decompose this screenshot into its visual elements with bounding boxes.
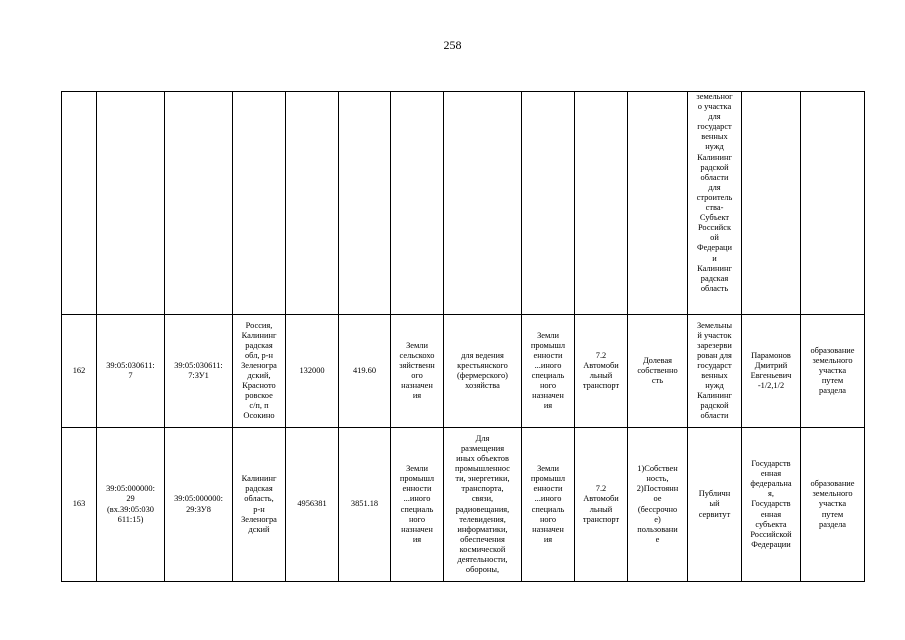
cell-line: раздела xyxy=(819,519,846,529)
cell-line: Евгеньевич xyxy=(750,371,792,380)
cell-line: образование xyxy=(810,345,855,355)
cell-line: й участок xyxy=(697,330,732,340)
cell-line: Калининг xyxy=(241,330,277,340)
cell-line: е xyxy=(655,534,660,544)
cell-line: Калининг xyxy=(697,263,732,273)
cell-line: ного xyxy=(539,514,557,524)
cell-line: нужд xyxy=(705,142,724,152)
cell-line: Россия, xyxy=(245,320,273,330)
owner-cell xyxy=(742,92,801,315)
cell-line: путем xyxy=(821,509,844,519)
encumbrance-cell xyxy=(688,428,742,582)
right-type-cell xyxy=(628,315,688,428)
cell-line: обеспечения xyxy=(460,534,505,544)
land-category-cell xyxy=(391,92,444,315)
cell-line: участка xyxy=(818,499,847,509)
cell-line: земельног xyxy=(696,92,733,101)
cell-line: 2)Постоянн xyxy=(636,484,679,494)
cell-line: образование xyxy=(810,479,855,489)
cell-line: 39:05:000000: xyxy=(106,484,155,494)
cell-line: Парамонов xyxy=(751,350,791,360)
cell-line: специаль xyxy=(531,371,565,380)
cell-line: Земельны xyxy=(696,320,733,330)
cell-line: ое xyxy=(653,494,662,504)
target-use-cell xyxy=(575,92,628,315)
encumbrance-cell xyxy=(688,92,742,315)
new-cadastral-number-cell xyxy=(165,315,233,428)
cell-line: 7 xyxy=(128,371,133,380)
target-category-cell xyxy=(522,428,575,582)
cell-line: обороны, xyxy=(465,565,500,575)
cell-line: Государств xyxy=(751,459,791,469)
cell-line: Зеленогра xyxy=(241,360,277,370)
cell-line: транспорта, xyxy=(461,484,504,494)
row-number-cell xyxy=(62,92,97,315)
cell-line: строитель xyxy=(696,192,733,202)
area-affected-cell: 419.60 xyxy=(339,315,391,428)
target-category-cell xyxy=(522,315,575,428)
cell-line: е) xyxy=(654,514,661,524)
purpose-cell xyxy=(801,428,865,582)
cell-line: промышл xyxy=(530,340,566,350)
cell-line: Государств xyxy=(751,499,791,509)
cell-line: Федерации xyxy=(751,539,791,549)
cell-line: назначен xyxy=(532,524,564,534)
cell-line: 1)Собствен xyxy=(637,464,678,474)
cell-line: для xyxy=(708,182,721,192)
cell-line: сть xyxy=(651,376,664,386)
cell-line: связи, xyxy=(471,494,494,504)
right-type-cell xyxy=(628,92,688,315)
cell-line: Зеленогра xyxy=(241,514,277,524)
cell-line: Автомоби xyxy=(583,494,619,504)
cell-line: федеральна xyxy=(750,479,792,489)
cell-line: енности xyxy=(533,350,563,360)
new-cadastral-number-cell xyxy=(165,92,233,315)
cell-line: Земли xyxy=(537,330,559,340)
cell-line: ровское xyxy=(245,391,273,401)
cell-line: ия xyxy=(543,401,553,411)
cell-line: 7.2 xyxy=(595,484,607,494)
encumbrance-cell xyxy=(688,315,742,428)
cadastral-number-cell xyxy=(97,315,165,428)
cell-line: енности xyxy=(533,484,563,494)
cell-line: нужд xyxy=(705,381,724,391)
cell-line: радской xyxy=(700,401,729,411)
target-use-cell xyxy=(575,315,628,428)
table-row xyxy=(62,428,865,582)
cell-line: радская xyxy=(245,484,273,494)
cell-line: венных xyxy=(701,132,728,142)
cell-line: области xyxy=(700,411,729,421)
cell-line: радская xyxy=(245,340,273,350)
cell-line: и xyxy=(712,253,717,263)
cell-line: государст xyxy=(697,122,732,132)
cell-line: область, xyxy=(244,494,274,504)
cell-line: специаль xyxy=(531,504,565,514)
right-type-cell xyxy=(628,428,688,582)
cell-line: назначен xyxy=(401,524,433,534)
area-cell: 4956381 xyxy=(286,428,339,582)
address-cell xyxy=(233,428,286,582)
cell-line: область xyxy=(700,283,729,293)
area-affected-cell xyxy=(339,92,391,315)
cell-line: космической xyxy=(459,544,506,554)
purpose-cell xyxy=(801,315,865,428)
cell-line: промышл xyxy=(530,474,566,484)
owner-cell xyxy=(742,428,801,582)
cell-line: обл, р-н xyxy=(244,350,274,360)
cell-line: ого xyxy=(411,371,423,380)
cell-line: крестьянского xyxy=(457,360,508,370)
cell-line: ства- xyxy=(705,203,724,213)
cell-line: телевидения, xyxy=(459,514,506,524)
cell-line: Калининг xyxy=(241,474,277,484)
cell-line: для ведения xyxy=(461,350,504,360)
cell-line: назначен xyxy=(401,381,433,391)
row-number-cell: 162 xyxy=(62,315,97,428)
cell-line: Красното xyxy=(242,381,276,391)
cell-line: информатики, xyxy=(457,524,508,534)
cell-line: ...иного xyxy=(534,360,562,370)
cell-line: (бессрочно xyxy=(637,504,678,514)
cell-line: пользовани xyxy=(637,524,678,534)
cell-line: иных объектов xyxy=(456,454,509,464)
cell-line: радиовещания, xyxy=(455,504,510,514)
cell-line: ного xyxy=(408,514,426,524)
cell-line: ый xyxy=(709,499,720,509)
cell-line: венных xyxy=(701,371,728,380)
cell-line: промышл xyxy=(399,474,435,484)
land-category-cell xyxy=(391,428,444,582)
table-row xyxy=(62,315,865,428)
cell-line: Калининг xyxy=(697,391,732,401)
cell-line: зяйственн xyxy=(399,360,435,370)
cell-line: транспорт xyxy=(582,514,620,524)
page-number: 258 xyxy=(443,38,462,52)
cell-line: ти, энергетики, xyxy=(455,474,510,484)
cell-line: Дмитрий xyxy=(754,360,788,370)
cell-line: сельскохо xyxy=(399,350,435,360)
owner-cell xyxy=(742,315,801,428)
cell-line: ного xyxy=(539,381,557,391)
permitted-use-cell xyxy=(444,315,522,428)
address-cell xyxy=(233,92,286,315)
cell-line: дский xyxy=(248,524,270,534)
cell-line: Российской xyxy=(750,529,792,539)
cell-line: ность, xyxy=(646,474,669,484)
cell-line: промышленнос xyxy=(454,464,511,474)
cell-line: я, xyxy=(768,489,774,499)
cell-line: Федераци xyxy=(696,243,733,253)
cell-line: 39:05:000000: xyxy=(174,494,223,504)
land-category-cell xyxy=(391,315,444,428)
cell-line: Калининг xyxy=(697,152,732,162)
permitted-use-cell xyxy=(444,428,522,582)
area-cell xyxy=(286,92,339,315)
permitted-use-cell xyxy=(444,92,522,315)
cell-line: раздела xyxy=(819,386,846,396)
cell-line: Для xyxy=(475,433,490,443)
area-cell: 132000 xyxy=(286,315,339,428)
cell-line: Долевая xyxy=(642,355,673,365)
cell-line: -1/2,1/2 xyxy=(757,381,785,391)
cell-line: размещения xyxy=(460,443,505,453)
cell-line: р-н xyxy=(253,504,265,514)
cell-line: собственно xyxy=(637,365,678,375)
cell-line: Публичн xyxy=(698,489,731,499)
cell-line: (вх.39:05:030 xyxy=(107,504,154,514)
cell-line: ...иного xyxy=(403,494,431,504)
cell-line: земельного xyxy=(812,355,853,365)
cell-line: специаль xyxy=(400,504,434,514)
purpose-cell xyxy=(801,92,865,315)
cell-line: 29:ЗУ8 xyxy=(186,504,211,514)
cell-line: 39:05:030611: xyxy=(106,360,155,370)
cell-line: 29 xyxy=(126,494,135,504)
cell-line: участка xyxy=(818,365,847,375)
address-cell xyxy=(233,315,286,428)
cell-line: радской xyxy=(700,162,729,172)
land-register-table xyxy=(61,91,865,582)
cell-line: области xyxy=(700,172,729,182)
cell-line: (фермерского) xyxy=(457,371,508,380)
cell-line: 7.2 xyxy=(595,350,607,360)
area-affected-cell: 3851.18 xyxy=(339,428,391,582)
table-row xyxy=(62,92,865,315)
new-cadastral-number-cell xyxy=(165,428,233,582)
cell-line: путем xyxy=(821,376,844,386)
cell-line: дский, xyxy=(247,371,271,380)
row-number-cell: 163 xyxy=(62,428,97,582)
cell-line: 39:05:030611: xyxy=(174,360,223,370)
cell-line: деятельности, xyxy=(457,554,508,564)
cell-line: Субъект xyxy=(699,213,730,223)
cell-line: земельного xyxy=(812,489,853,499)
cell-line: с/п, п xyxy=(249,401,269,411)
cell-line: ия xyxy=(412,534,422,544)
cell-line: назначен xyxy=(532,391,564,401)
cell-line: Осокино xyxy=(243,411,275,421)
cell-line: транспорт xyxy=(582,381,620,391)
cell-line: льный xyxy=(589,504,613,514)
cell-line: ия xyxy=(543,534,553,544)
cell-line: государст xyxy=(697,360,732,370)
cell-line: енности xyxy=(402,484,432,494)
cadastral-number-cell xyxy=(97,92,165,315)
cell-line: ой xyxy=(710,233,719,243)
cell-line: Земли xyxy=(406,464,428,474)
cell-line: для xyxy=(708,112,721,122)
cell-line: рован для xyxy=(697,350,732,360)
cell-line: о участка xyxy=(697,102,732,112)
target-category-cell xyxy=(522,92,575,315)
cell-line: Российск xyxy=(697,223,732,233)
cell-line: зарезерви xyxy=(697,340,732,350)
cell-line: Земли xyxy=(406,340,428,350)
cell-line: ...иного xyxy=(534,494,562,504)
cell-line: ия xyxy=(412,391,422,401)
cell-line: сервитут xyxy=(698,509,731,519)
cell-line: хозяйства xyxy=(465,381,500,391)
cell-line: 7:ЗУ1 xyxy=(188,371,209,380)
cell-line: радская xyxy=(700,273,729,283)
cell-line: Земли xyxy=(537,464,559,474)
cell-line: 611:15) xyxy=(117,514,144,524)
cell-line: Автомоби xyxy=(583,360,619,370)
cell-line: субъекта xyxy=(755,519,787,529)
cell-line: енная xyxy=(760,509,782,519)
cell-line: енная xyxy=(760,469,782,479)
cell-line: льный xyxy=(589,371,613,380)
cadastral-number-cell xyxy=(97,428,165,582)
target-use-cell xyxy=(575,428,628,582)
